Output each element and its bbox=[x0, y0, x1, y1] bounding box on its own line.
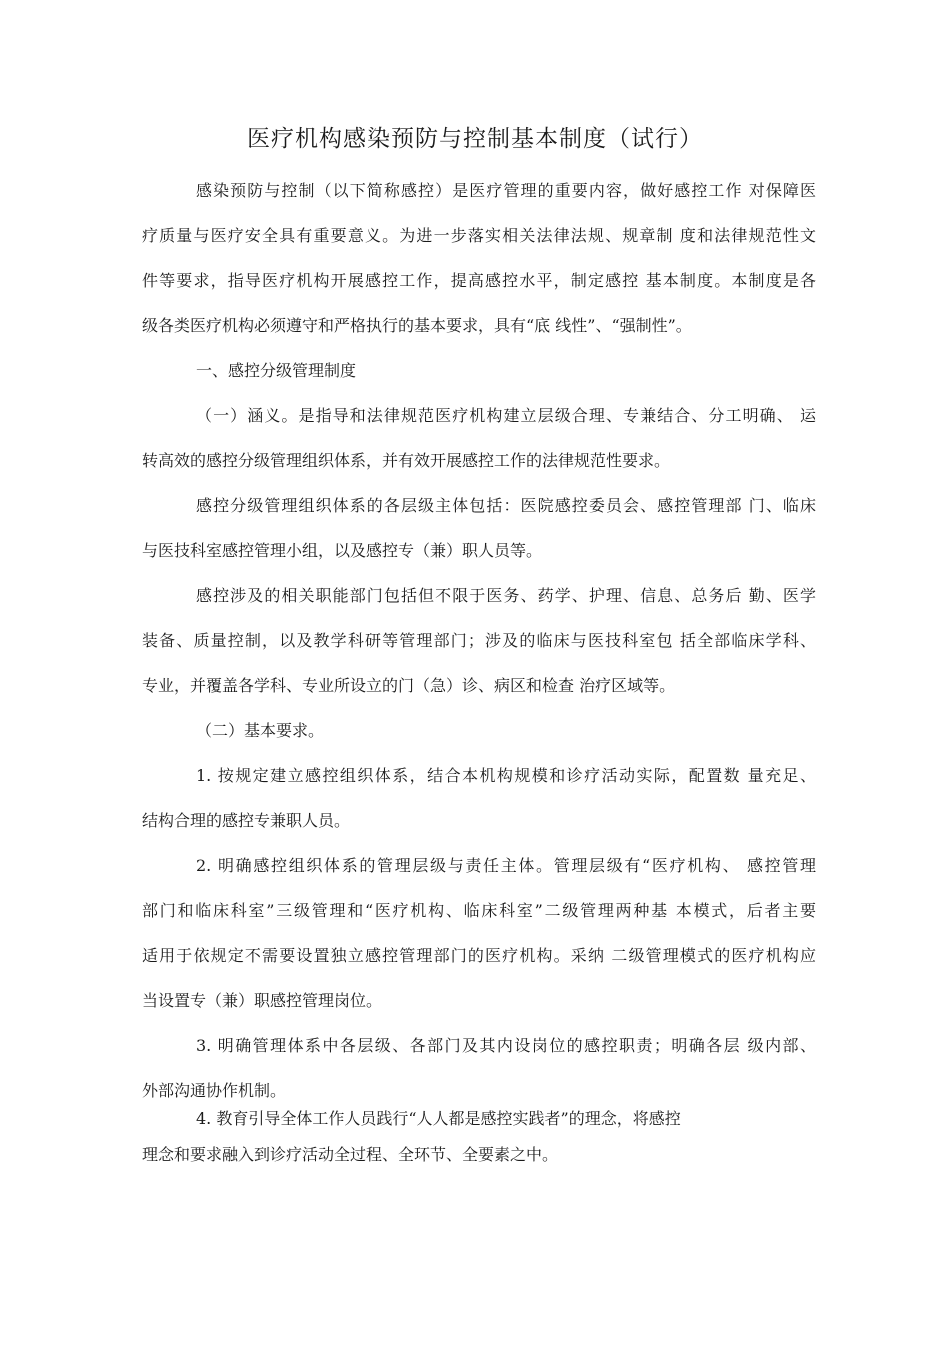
section-heading: 一、感控分级管理制度 bbox=[196, 361, 357, 380]
list-item-line: 部门和临床科室”三级管理和“医疗机构、临床科室”二级管理两种基 本模式，后者主要 bbox=[142, 901, 816, 920]
paragraph-line: 专业，并覆盖各学科、专业所设立的门（急）诊、病区和检查 治疗区域等。 bbox=[142, 676, 676, 695]
document-title: 医疗机构感染预防与控制基本制度（试行） bbox=[247, 126, 703, 152]
paragraph-line: 转高效的感控分级管理组织体系，并有效开展感控工作的法律规范性要求。 bbox=[142, 451, 671, 470]
paragraph-line: 感控涉及的相关职能部门包括但不限于医务、药学、护理、信息、总务后 勤、医学 bbox=[196, 586, 816, 605]
list-item-line: 结构合理的感控专兼职人员。 bbox=[142, 811, 351, 830]
paragraph-line: 与医技科室感控管理小组，以及感控专（兼）职人员等。 bbox=[142, 541, 543, 560]
intro-line: 感染预防与控制（以下简称感控）是医疗管理的重要内容，做好感控工作 对保障医 bbox=[196, 181, 816, 200]
list-item-line: 1. 按规定建立感控组织体系，结合本机构规模和诊疗活动实际，配置数 量充足、 bbox=[196, 766, 816, 785]
paragraph-line: （一）涵义。是指导和法律规范医疗机构建立层级合理、专兼结合、分工明确、 运 bbox=[196, 406, 816, 425]
paragraph-line: 感控分级管理组织体系的各层级主体包括：医院感控委员会、感控管理部 门、临床 bbox=[196, 496, 816, 515]
paragraph-line: 装备、质量控制，以及教学科研等管理部门；涉及的临床与医技科室包 括全部临床学科、 bbox=[142, 631, 816, 650]
intro-line: 件等要求，指导医疗机构开展感控工作，提高感控水平，制定感控 基本制度。本制度是各 bbox=[142, 271, 816, 290]
list-item-line: 当设置专（兼）职感控管理岗位。 bbox=[142, 991, 383, 1010]
list-item-line: 4. 教育引导全体工作人员践行“人人都是感控实践者”的理念，将感控 bbox=[196, 1109, 681, 1128]
intro-line: 级各类医疗机构必须遵守和严格执行的基本要求，具有“底 线性”、“强制性”。 bbox=[142, 316, 692, 335]
list-item-line: 适用于依规定不需要设置独立感控管理部门的医疗机构。采纳 二级管理模式的医疗机构应 bbox=[142, 946, 816, 965]
list-item-line: 2. 明确感控组织体系的管理层级与责任主体。管理层级有“医疗机构、 感控管理 bbox=[196, 856, 816, 875]
list-item-line: 3. 明确管理体系中各层级、各部门及其内设岗位的感控职责；明确各层 级内部、 bbox=[196, 1036, 816, 1055]
list-item-line: 理念和要求融入到诊疗活动全过程、全环节、全要素之中。 bbox=[142, 1145, 559, 1164]
intro-line: 疗质量与医疗安全具有重要意义。为进一步落实相关法律法规、规章制 度和法律规范性文 bbox=[142, 226, 816, 245]
list-item-line: 外部沟通协作机制。 bbox=[142, 1081, 287, 1100]
subsection-heading: （二）基本要求。 bbox=[196, 721, 325, 740]
